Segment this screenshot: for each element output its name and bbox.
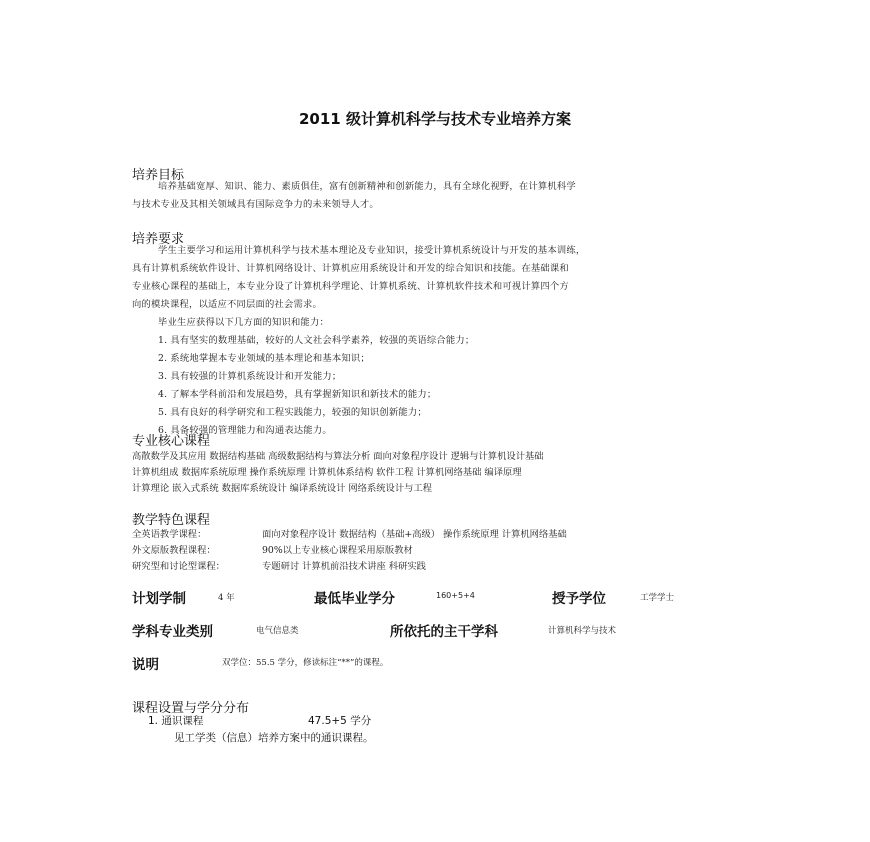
duration-value: 4 年 xyxy=(218,593,235,603)
degree-label: 授予学位 xyxy=(552,591,606,607)
curriculum-item-label: 1. 通识课程 xyxy=(148,715,204,727)
category-label: 学科专业类别 xyxy=(132,624,213,640)
requirements-line-4: 向的模块课程，以适应不同层面的社会需求。 xyxy=(132,299,322,310)
core-line-1: 高散数学及其应用 数据结构基础 高级数据结构与算法分析 面向对象程序设计 逻辑与计算机设计基础 xyxy=(132,451,544,462)
note-label: 说明 xyxy=(132,657,159,673)
featured-label: 研究型和讨论型课程： xyxy=(132,561,225,572)
featured-heading: 教学特色课程 xyxy=(132,513,211,528)
curriculum-item-credits: 47.5+5 学分 xyxy=(308,715,372,727)
min-credits-label: 最低毕业学分 xyxy=(314,591,395,607)
core-line-3: 计算理论 嵌入式系统 数据库系统设计 编译系统设计 网络系统设计与工程 xyxy=(132,483,433,494)
featured-value: 面向对象程序设计 数据结构（基础+高级） 操作系统原理 计算机网络基础 xyxy=(262,529,567,540)
featured-value: 专题研讨 计算机前沿技术讲座 科研实践 xyxy=(262,561,426,572)
ability-item: 1. 具有坚实的数理基础，较好的人文社会科学素养，较强的英语综合能力； xyxy=(158,335,475,346)
page-title: 2011 级计算机科学与技术专业培养方案 xyxy=(299,110,571,128)
note-value: 双学位：55.5 学分，修读标注“**”的课程。 xyxy=(222,658,389,668)
ability-item: 4. 了解本学科前沿和发展趋势，具有掌握新知识和新技术的能力； xyxy=(158,389,437,400)
degree-value: 工学学士 xyxy=(640,593,675,603)
requirements-line-1: 学生主要学习和运用计算机科学与技术基本理论及专业知识，接受计算机系统设计与开发的基本训练， xyxy=(158,245,586,256)
ability-item: 2. 系统地掌握本专业领域的基本理论和基本知识； xyxy=(158,353,370,364)
core-line-2: 计算机组成 数据库系统原理 操作系统原理 计算机体系结构 软件工程 计算机网络基础 编译原理 xyxy=(132,467,522,478)
duration-label: 计划学制 xyxy=(132,591,186,607)
featured-label: 外文原版教程课程： xyxy=(132,545,216,556)
requirements-line-3: 专业核心课程的基础上，本专业分设了计算机科学理论、计算机系统、计算机软件技术和可视计算四个方 xyxy=(132,281,569,292)
curriculum-heading: 课程设置与学分分布 xyxy=(132,701,250,716)
featured-label: 全英语教学课程： xyxy=(132,529,207,540)
ability-item: 3. 具有较强的计算机系统设计和开发能力； xyxy=(158,371,342,382)
goal-line-1: 培养基础宽厚、知识、能力、素质俱佳，富有创新精神和创新能力，具有全球化视野，在计算机科学 xyxy=(158,181,576,192)
ability-item: 5. 具有良好的科学研究和工程实践能力，较强的知识创新能力； xyxy=(158,407,427,418)
goal-heading: 培养目标 xyxy=(132,168,185,183)
category-value: 电气信息类 xyxy=(256,626,299,636)
requirements-line-5: 毕业生应获得以下几方面的知识和能力： xyxy=(158,317,329,328)
requirements-heading: 培养要求 xyxy=(132,232,185,247)
min-credits-value: 160+5+4 xyxy=(436,591,475,600)
curriculum-item-note: 见工学类（信息）培养方案中的通识课程。 xyxy=(174,732,374,744)
featured-value: 90%以上专业核心课程采用原版教材 xyxy=(262,545,413,556)
main-subject-label: 所依托的主干学科 xyxy=(390,624,498,640)
main-subject-value: 计算机科学与技术 xyxy=(548,626,617,636)
requirements-line-2: 具有计算机系统软件设计、计算机网络设计、计算机应用系统设计和开发的综合知识和技能。在基础课和 xyxy=(132,263,569,274)
ability-item: 6. 具备较强的管理能力和沟通表达能力。 xyxy=(158,425,332,436)
goal-line-2: 与技术专业及其相关领域具有国际竞争力的未来领导人才。 xyxy=(132,199,379,210)
core-heading: 专业核心课程 xyxy=(132,434,211,449)
